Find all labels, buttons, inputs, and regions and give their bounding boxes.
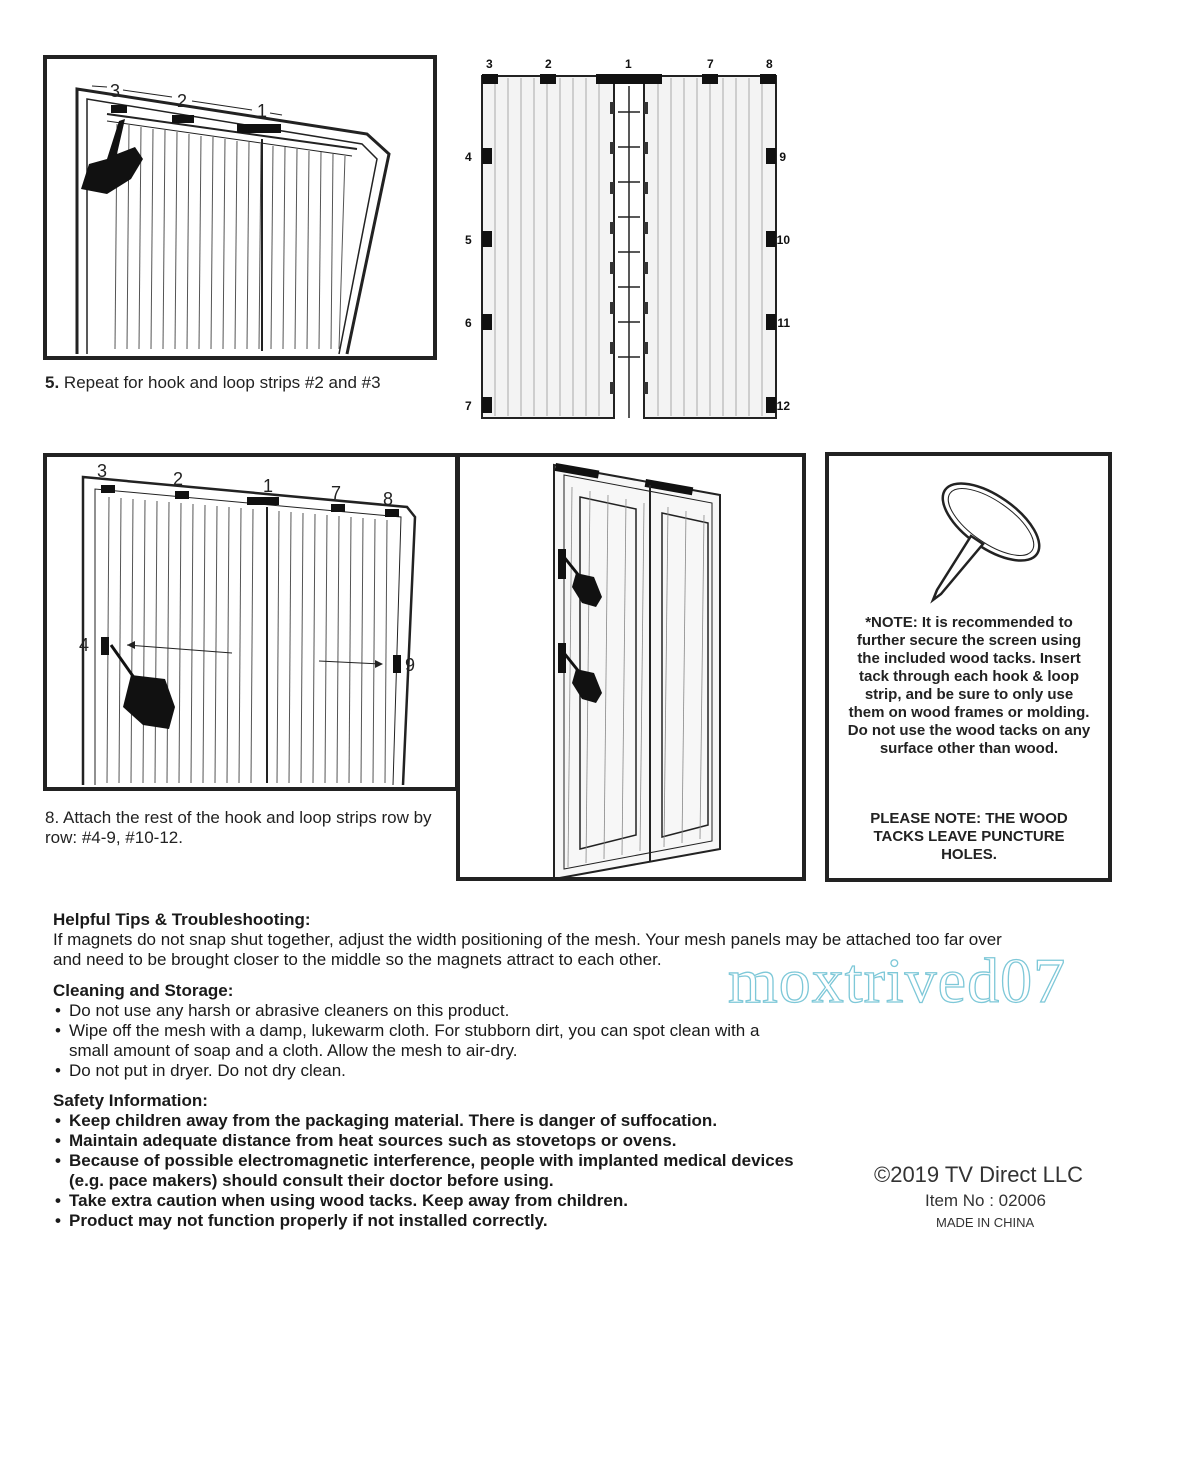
diagram-left-label-7: 7 bbox=[465, 399, 472, 413]
cleaning-item: • Wipe off the mesh with a damp, lukewarm cloth. For stubborn dirt, you can spot clean with a small amount of soap and a cloth. Allow the mesh to air-dry. bbox=[53, 1021, 773, 1061]
cleaning-item: • Do not put in dryer. Do not dry clean. bbox=[53, 1061, 773, 1081]
step8-label-7: 7 bbox=[331, 483, 342, 503]
step8-label-2: 2 bbox=[173, 469, 184, 489]
diagram-right-label-11: 11 bbox=[777, 316, 790, 330]
diagram-top-label-1: 1 bbox=[625, 57, 632, 71]
safety-item: • Keep children away from the packaging material. There is danger of suffocation. bbox=[53, 1111, 833, 1131]
safety-section bbox=[53, 1091, 833, 1231]
diagram-left-label-4: 4 bbox=[465, 150, 472, 164]
door-frame-illustration bbox=[47, 59, 433, 356]
pointing-hand-icon bbox=[111, 645, 175, 729]
watermark: moxtrived07 bbox=[728, 945, 1067, 1016]
diagram-right-label-9: 9 bbox=[779, 150, 786, 164]
cleaning-item: • Do not use any harsh or abrasive cleaners on this product. bbox=[53, 1001, 773, 1021]
diagram-left-label-6: 6 bbox=[465, 316, 472, 330]
step8-text: Attach the rest of the hook and loop strips row by row: #4-9, #10-12. bbox=[45, 808, 432, 847]
tips-title: Helpful Tips & Troubleshooting: bbox=[53, 910, 311, 929]
step5-text: Repeat for hook and loop strips #2 and #3 bbox=[63, 373, 381, 392]
step5-label-3: 3 bbox=[110, 81, 121, 101]
made-in: MADE IN CHINA bbox=[936, 1215, 1035, 1230]
note-warning: PLEASE NOTE: THE WOOD TACKS LEAVE PUNCTURE HOLES. bbox=[870, 810, 1068, 863]
step8-caption bbox=[45, 808, 455, 848]
step8-number: 8. bbox=[45, 808, 60, 827]
diagram-top-label-8: 8 bbox=[766, 57, 773, 71]
step5-label-2: 2 bbox=[177, 91, 188, 111]
diagram-right-label-10: 10 bbox=[776, 233, 790, 247]
safety-title: Safety Information: bbox=[53, 1091, 208, 1110]
pointing-hand-icon bbox=[81, 119, 143, 194]
step8-label-4: 4 bbox=[79, 635, 90, 655]
tips-text: If magnets do not snap shut together, adjust the width positioning of the mesh. Your mesh panels may be attached too far over and need to be brought closer to the middle so the magnets attract to each other. bbox=[53, 930, 1002, 969]
safety-item: • Take extra caution when using wood tacks. Keep away from children. bbox=[53, 1191, 833, 1211]
strip-layout-diagram bbox=[460, 52, 790, 432]
step5-illustration bbox=[43, 55, 437, 360]
sliding-door-illustration bbox=[456, 453, 806, 881]
note-panel bbox=[825, 452, 1112, 882]
diagram-top-label-2: 2 bbox=[545, 57, 552, 71]
diagram-top-label-7: 7 bbox=[707, 57, 714, 71]
step8-label-1: 1 bbox=[263, 476, 274, 496]
item-number: Item No : 02006 bbox=[925, 1191, 1046, 1210]
cleaning-section bbox=[53, 981, 773, 1081]
step8-label-9: 9 bbox=[405, 655, 416, 675]
step5-label-1: 1 bbox=[257, 101, 268, 121]
safety-item: • Maintain adequate distance from heat sources such as stovetops or ovens. bbox=[53, 1131, 833, 1151]
step8-label-8: 8 bbox=[383, 489, 394, 509]
cleaning-title: Cleaning and Storage: bbox=[53, 981, 234, 1000]
diagram-right-label-12: 12 bbox=[776, 399, 790, 413]
step8-illustration bbox=[43, 453, 459, 791]
step8-label-3: 3 bbox=[97, 461, 108, 481]
safety-item: • Because of possible electromagnetic interference, people with implanted medical devices (e.g. pace makers) should consult their doctor before using. bbox=[53, 1151, 833, 1191]
diagram-left-label-5: 5 bbox=[465, 233, 472, 247]
step5-caption bbox=[45, 373, 425, 393]
step5-number: 5. bbox=[45, 373, 60, 392]
safety-item: • Product may not function properly if not installed correctly. bbox=[53, 1211, 833, 1231]
copyright: ©2019 TV Direct LLC bbox=[874, 1162, 1084, 1187]
diagram-top-label-3: 3 bbox=[486, 57, 493, 71]
wood-tack-icon bbox=[919, 474, 1049, 604]
note-text: *NOTE: It is recommended to further secure the screen using the included wood tacks. Insert tack through each hook & loop strip, and be sure to only use them on wood frames or molding. Do not use the wood tacks on any surface other than wood. bbox=[847, 614, 1091, 757]
